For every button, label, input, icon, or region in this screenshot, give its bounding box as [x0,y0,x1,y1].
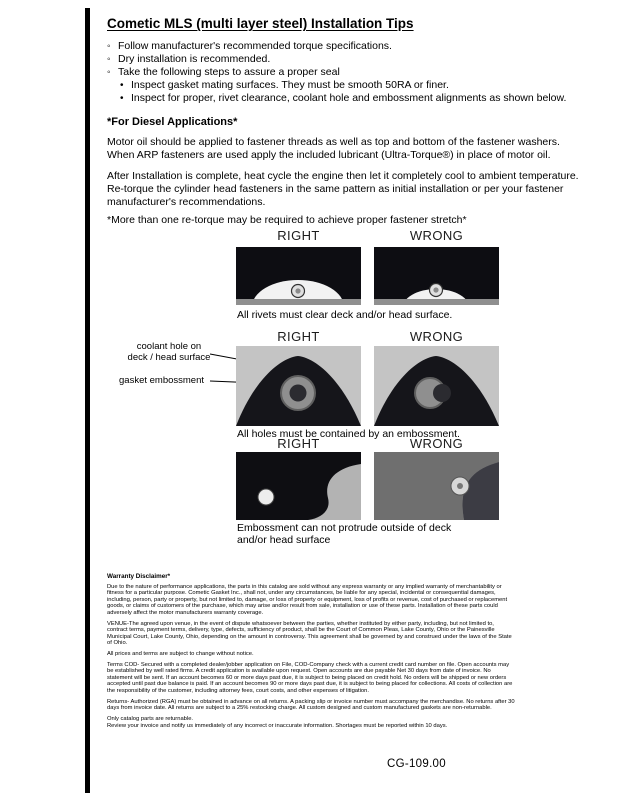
retorque-note: *More than one re-torque may be required to achieve proper fastener stretch* [107,214,467,226]
warranty-paragraph: VENUE-The agreed upon venue, in the event of dispute whatsoever between the parties, whether instituted by either party, including, but not limited to, contract terms, payment terms, delivery, type, defects, sufficiency of product, shall be the Court of Common Pleas, Lake County, Ohio or the Painesville Municipal Court, Lake County, Ohio, depending on the amount in controversy. This agreement shall be governed by and construed under the laws of the State of Ohio. [107,620,512,647]
row1-wrong-header: WRONG [409,228,464,243]
embossment-containment-right-image [236,346,361,426]
tip-item: ◦ Follow manufacturer's recommended torque specifications. [107,40,612,53]
rivet-clearance-right-image [236,247,361,305]
coolant-hole-label-line1: coolant hole on [136,341,202,352]
rivet-clearance-wrong-image [374,247,499,305]
warranty-closing-line: Only catalog parts are returnable. [107,715,194,722]
tip-sub-item: • Inspect gasket mating surfaces. They must be smooth 50RA or finer. [120,79,612,92]
row3-wrong-header: WRONG [409,436,464,451]
tip-sub-item: • Inspect for proper, rivet clearance, coolant hole and embossment alignments as shown below. [120,92,612,105]
coolant-hole-label [124,341,214,363]
tips-list [107,40,612,105]
warranty-disclaimer-section [107,574,515,734]
tip-item: ◦ Dry installation is recommended. [107,53,612,66]
warranty-closing-line: Review your invoice and notify us immediately of any incorrect or inaccurate information. Shortages must be reported within 10 days. [107,723,448,730]
tip-item: ◦ Take the following steps to assure a proper seal [107,66,612,79]
page-code: CG-109.00 [387,758,446,770]
embossment-containment-wrong-image [374,346,499,426]
row2-caption: All holes must be contained by an embossment. [237,428,460,440]
warranty-paragraph: Due to the nature of performance applications, the parts in this catalog are sold without any express warranty or any implied warranty of merchantability or fitness for a particular purpose. Cometic Gasket Inc., shall not, under any circumstances, be liable for any special, incidental or consequential damages, including, person, party or property, but not limited to, damage, or loss of property or equipment, loss of profits or revenue, cost of purchased or replacement goods, or claims of customers of the purchase, which may arise and/or result from sale, installation or use of these parts. Installation of these parts could adversely affect the motor manufacturers warranty coverage. [107,583,508,616]
diesel-paragraph-2: After Installation is complete, heat cycle the engine then let it completely cool to ambient temperature. Re-torque the cylinder head fasteners in the same pattern as initial installation or per your fastener manufacturer's recommendations. [107,170,579,208]
installation-tips-section [107,16,612,227]
embossment-protrusion-right-image [236,452,361,520]
coolant-hole-label-line2: deck / head surface [127,352,211,363]
row2-wrong-header: WRONG [409,329,464,344]
warranty-heading: Warranty Disclaimer* [107,573,171,580]
row1-caption: All rivets must clear deck and/or head surface. [237,309,453,321]
page-title: Cometic MLS (multi layer steel) Installation Tips [107,16,414,31]
diesel-paragraph-1: Motor oil should be applied to fastener threads as well as top and bottom of the fastener washers. When ARP fasteners are used apply the included lubricant (Ultra-Torque®) in place of motor oil. [107,136,560,161]
warranty-paragraph: Terms COD- Secured with a completed dealer/jobber application on File, COD-Company check with a current credit card number on file. Open accounts may be established by well rated firms. A credit application is available upon request. Open accounts are due payable Net 30 days from date of invoice. No statement will be sent. If an account becomes 60 or more days past due, it is subject to being placed on credit hold. No orders will be shipped or new orders accepted until past due balance is paid. If an account becomes 90 or more days past due, it is subject to being placed for collections. All costs of collection are the responsibility of the customer, including attorney fees, court costs, and other expenses of litigation. [107,661,513,694]
page-edge-bar [85,8,90,793]
diesel-applications-heading: *For Diesel Applications* [107,116,238,128]
row2-right-header: RIGHT [277,329,320,344]
warranty-paragraph: All prices and terms are subject to change without notice. [107,650,254,657]
row3-caption: Embossment can not protrude outside of deck and/or head surface [237,522,452,546]
row1-right-header: RIGHT [277,228,320,243]
row3-right-header: RIGHT [277,436,320,451]
gasket-embossment-label: gasket embossment [119,375,205,386]
embossment-protrusion-wrong-image [374,452,499,520]
warranty-paragraph: Returns- Authorized (RGA) must be obtained in advance on all returns. A packing slip or invoice number must accompany the merchandise. No returns after 30 days from invoice date. All returns are subject to a 25% restocking charge. All custom designed and custom manufactured gaskets are non-returnable. [107,698,515,712]
